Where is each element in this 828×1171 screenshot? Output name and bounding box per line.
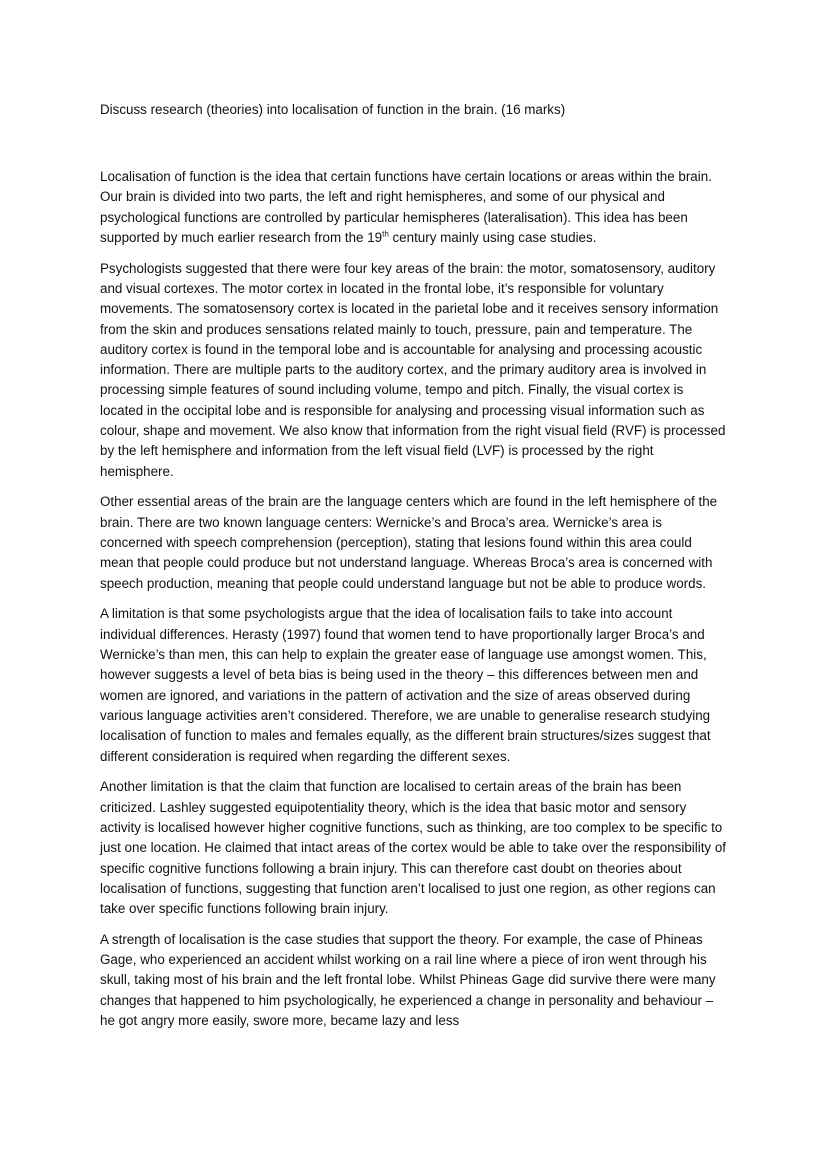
ordinal-superscript: th [382, 229, 389, 239]
paragraph-introduction-text-end: century mainly using case studies. [388, 229, 597, 245]
paragraph-limitation-equipotentiality: Another limitation is that the claim that function are localised to certain areas of the brain has been criticized. Lashley suggested equipotentiality theory, which is the idea that basic motor and sensory activity is localised however higher cognitive functions, such as thinking, are too complex to be specific to just one location. He claimed that intact areas of the cortex would be able to take over the responsibility of specific cognitive functions following a brain injury. This can therefore cast doubt on theories about localisation of functions, suggesting that function aren’t localised to just one region, as other regions can take over specific functions following brain injury. [100, 779, 726, 917]
paragraph-language-centers: Other essential areas of the brain are the language centers which are found in the left hemisphere of the brain. There are two known language centers: Wernicke’s and Broca’s area. Wernicke’s area is concerned with speech comprehension (perception), stating that lesions found within this area could mean that people could produce but not understand language. Whereas Broca’s area is concerned with speech production, meaning that people could understand language but not be able to produce words. [100, 494, 718, 591]
paragraph-limitation-individual-differences: A limitation is that some psychologists argue that the idea of localisation fails to take into account individual differences. Herasty (1997) found that women tend to have proportionally larger Broca’s and Wernicke’s than men, this can help to explain the greater ease of language use amongst women. This, however suggests a level of beta bias is being used in the theory – this differences between men and women are ignored, and variations in the pattern of activation and the size of areas observed during various language activities aren’t considered. Therefore, we are unable to generalise research studying localisation of function to males and females equally, as the different brain structures/sizes suggest that different consideration is required when regarding the different sexes. [100, 606, 711, 764]
paragraph-introduction [100, 167, 728, 248]
paragraph-strength-case-studies: A strength of localisation is the case studies that support the theory. For example, the case of Phineas Gage, who experienced an accident whilst working on a rail line where a piece of iron went through his skull, taking most of his brain and the left frontal lobe. Whilst Phineas Gage did survive there were many changes that happened to him psychologically, he experienced a change in personality and behaviour – he got angry more easily, swore more, became lazy and less [100, 931, 716, 1029]
document-body [100, 100, 728, 1042]
paragraph-introduction-text: Localisation of function is the idea that certain functions have certain locations or areas within the brain. Our brain is divided into two parts, the left and right hemispheres, and some of our physical and psychological functions are controlled by particular hemispheres (lateralisation). This idea has been supported by much earlier research from the 19 [100, 169, 712, 245]
paragraph-cortex-areas: Psychologists suggested that there were four key areas of the brain: the motor, somatosensory, auditory and visual cortexes. The motor cortex in located in the frontal lobe, it’s responsible for voluntary movements. The somatosensory cortex is located in the parietal lobe and it receives sensory information from the skin and produces sensations related mainly to touch, pressure, pain and temperature. The auditory cortex is found in the temporal lobe and is accountable for analysing and processing acoustic information. There are multiple parts to the auditory cortex, and the primary auditory area is involved in processing simple features of sound including volume, tempo and pitch. Finally, the visual cortex is located in the occipital lobe and is responsible for analysing and processing visual information such as colour, shape and movement. We also know that information from the right visual field (RVF) is processed by the left hemisphere and information from the left visual field (LVF) is processed by the right hemisphere. [100, 260, 726, 479]
essay-question-title: Discuss research (theories) into localisation of function in the brain. (16 marks) [100, 102, 566, 117]
